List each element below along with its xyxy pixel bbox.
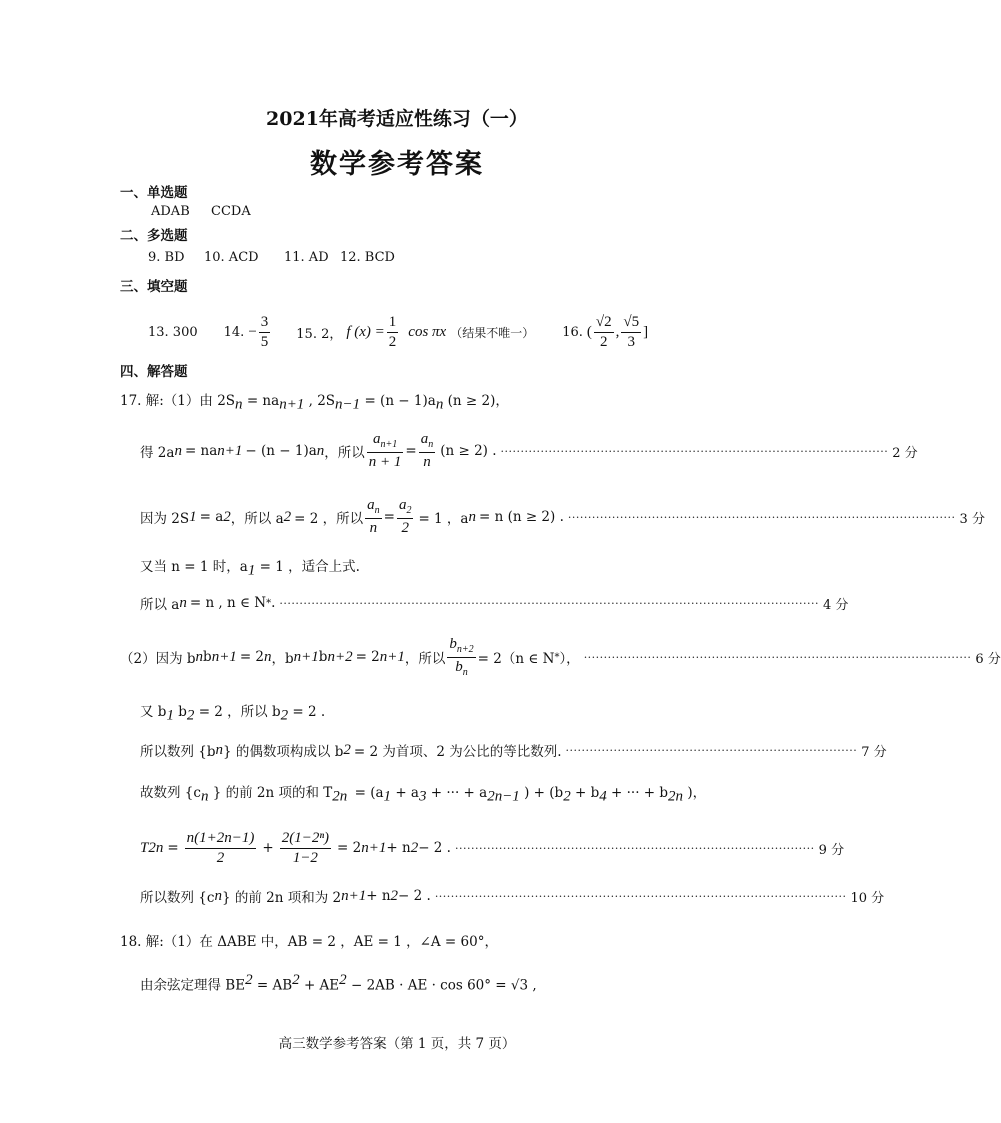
fill-16-comma: , — [615, 323, 620, 340]
single-choice-answers-1: ADAB — [151, 204, 190, 219]
single-choice-answers-2: CCDA — [211, 204, 251, 219]
score-2: 2 分 — [892, 445, 918, 461]
fill-16-fraction-1: $\frac{√2}{2}$ — [595, 313, 612, 350]
score-3: 3 分 — [959, 511, 985, 527]
fill-15-note: （结果不唯一） — [450, 325, 535, 340]
score-7: 7 分 — [861, 744, 887, 760]
multi-choice-12: 12. BCD — [340, 250, 395, 265]
fill-blank-row — [148, 312, 648, 352]
score-4: 4 分 — [822, 597, 849, 613]
document-subtitle: 数学参考答案 — [310, 149, 484, 180]
score-6: 6 分 — [975, 651, 1001, 667]
multi-choice-9: 9. BD — [148, 250, 185, 265]
fill-16-open: ( — [586, 323, 592, 340]
score-10: 10 分 — [850, 890, 885, 906]
p17-line-9: 故数列 {$c_n$ } 的前 2n 项的和 $T_{2n} = (a_1 + a_3$ + ··· + $a_{2n-1}$ ) + ($b_2 + b_4$ + ··· + $b_{2n}$ )， — [140, 785, 707, 805]
fill-15-label: 15. 2， — [296, 326, 343, 342]
fill-15-tail: cos πx — [408, 323, 447, 340]
fill-15-fx: f (x) = — [346, 323, 385, 340]
fill-14-fraction: $\frac{3}{5}$ — [260, 313, 269, 350]
score-9: 9 分 — [818, 842, 845, 858]
fill-16-close: ] — [643, 323, 649, 340]
p18-line-1: 18. 解:（1）在 ΔABE 中，AB = 2 ，AE = 1 ，∠A = 60°， — [120, 934, 498, 950]
fill-16-fraction-2: $\frac{√5}{3}$ — [623, 313, 640, 350]
multi-choice-10: 10. ACD — [204, 250, 259, 265]
section-fill-blank: 三、填空题 — [120, 279, 188, 295]
section-solutions: 四、解答题 — [120, 364, 188, 380]
p17-line-1: 17. 解:（1）由 $2S_n = na_{n+1}$ , $2S_{n-1} = (n - 1)a_n$ (n ≥ 2)， — [120, 393, 509, 413]
p17-line-4: 又当 n = 1 时，$a_1 = 1$ ，适合上式. — [140, 559, 360, 579]
fill-16-label: 16. — [562, 324, 583, 340]
p17-line-3: 因为 2S 1 = a 2 ，所以 a 2 = 2 ，所以 $\frac{a_n}{n}$ = $\frac{a_2}{2}$ = 1 ，a n = n (n ≥ 2) . ································································································· 3 分 — [140, 497, 985, 536]
p17-line-7: 又 $b_1$ $b_2 = 2$ ，所以 $b_2 = 2$ . — [140, 704, 326, 724]
fill-13: 13. 300 — [148, 324, 198, 340]
section-multi-choice: 二、多选题 — [120, 228, 188, 244]
fill-14-label: 14. — [223, 324, 245, 340]
document-title: 2021年高考适应性练习（一） — [266, 108, 528, 130]
page-footer: 高三数学参考答案（第 1 页，共 7 页） — [278, 1036, 516, 1052]
p18-line-2: 由余弦定理得 $BE^2 = AB^2 + AE^2 - 2AB$ · AE · cos 60° = √3 , — [140, 972, 537, 994]
p17-line-5: 所以 a n = n , n ∈ N * . ······································································································································· 4 分 — [140, 594, 849, 613]
p17-line-8: 所以数列 {b n } 的偶数项构成以 b 2 = 2 为首项、2 为公比的等比数列. ········································································· 7 分 — [140, 741, 887, 760]
fill-14-sign: − — [248, 323, 257, 340]
p17-line-11: 所以数列 {c n } 的前 2n 项和为 2 n+1 + n 2 − 2 . ······································································································· 10 分 — [140, 887, 885, 906]
p17-line-2: 得 2a n = na n+1 − (n − 1)a n ，所以 $\frac{a_{n+1}}{n + 1}$ = $\frac{a_n}{n}$ (n ≥ 2) . ································································································· 2 分 — [140, 431, 918, 470]
multi-choice-11: 11. AD — [284, 250, 329, 265]
fill-15-fraction: $\frac{1}{2}$ — [388, 313, 397, 350]
p17-line-6: （2）因为 b n b n+1 = 2 n ，b n+1 b n+2 = 2 n+1 ，所以 $\frac{b_{n+2}}{b_n}$ = 2（n ∈ N * ）， ································································································· 6 分 — [120, 636, 1001, 678]
p17-line-10: T 2n = $\frac{n(1+2n-1)}{2}$ + $\frac{\text{2(1−2ⁿ)}}{1-2}$ = 2 n+1 + n 2 − 2 . ·························································································· 9 分 — [140, 829, 845, 866]
section-single-choice: 一、单选题 — [120, 185, 188, 201]
